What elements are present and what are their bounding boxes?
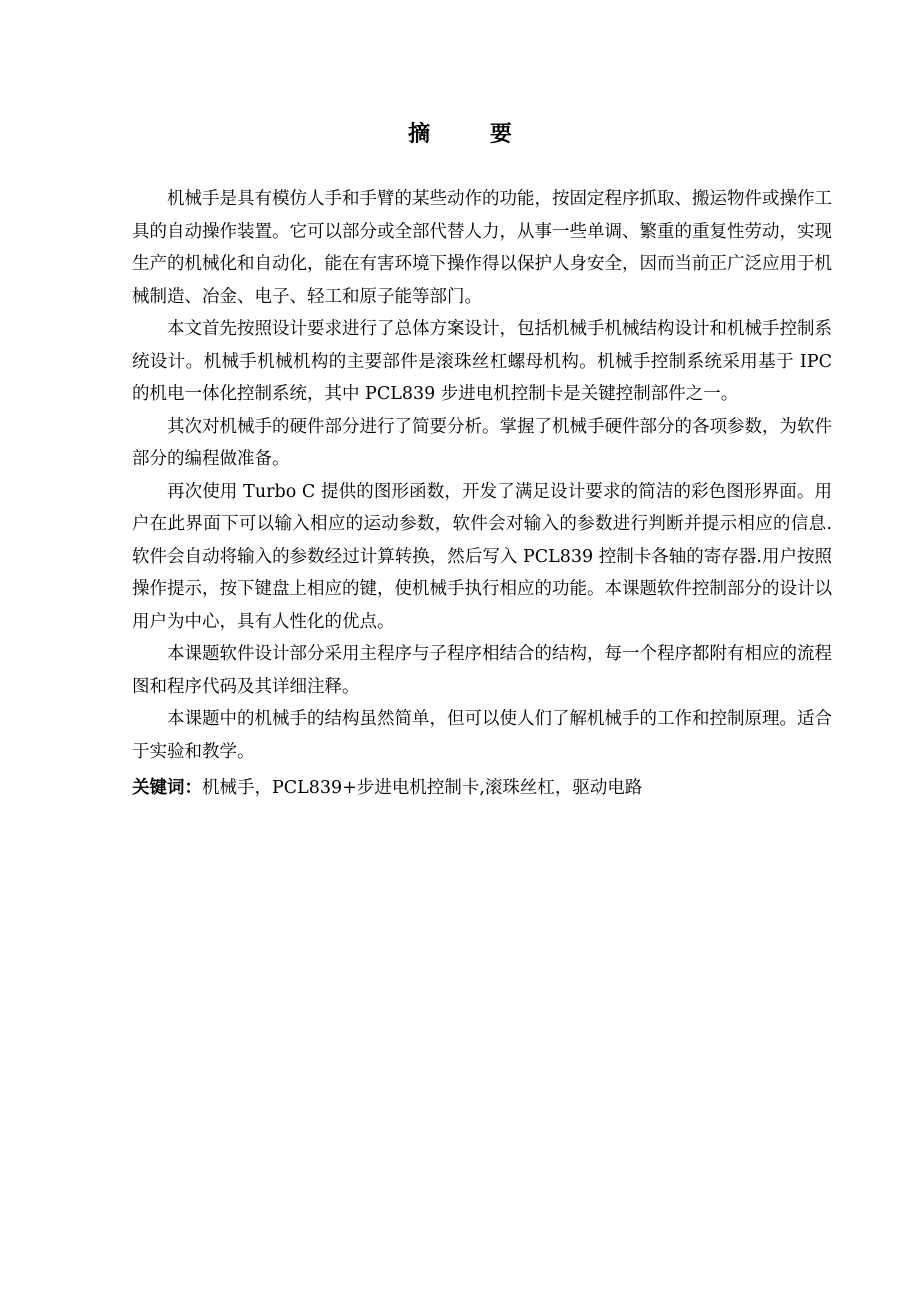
abstract-paragraph-6: 本课题中的机械手的结构虽然简单，但可以使人们了解机械手的工作和控制原理。适合于实验和教学。 [132, 709, 832, 762]
keywords-line [132, 772, 832, 804]
abstract-paragraph-4: 再次使用 Turbo C 提供的图形函数，开发了满足设计要求的简洁的彩色图形界面。用户在此界面下可以输入相应的运动参数，软件会对输入的参数进行判断并提示相应的信息.软件会自动将输入的参数经过计算转换，然后写入 PCL839 控制卡各轴的寄存器.用户按照操作提示，按下键盘上相应的键，使机械手执行相应的功能。本课题软件控制部分的设计以用户为中心，具有人性化的优点。 [132, 481, 832, 632]
abstract-paragraph-3: 其次对机械手的硬件部分进行了简要分析。掌握了机械手硬件部分的各项参数，为软件部分的编程做准备。 [132, 416, 832, 469]
abstract-body [132, 183, 832, 768]
abstract-paragraph-5: 本课题软件设计部分采用主程序与子程序相结合的结构，每一个程序都附有相应的流程图和程序代码及其详细注释。 [132, 644, 832, 697]
keywords-text: 机械手，PCL839+步进电机控制卡,滚珠丝杠，驱动电路 [202, 778, 643, 798]
keywords-label: 关键词： [132, 778, 202, 798]
abstract-paragraph-2: 本文首先按照设计要求进行了总体方案设计，包括机械手机械结构设计和机械手控制系统设计。机械手机械机构的主要部件是滚珠丝杠螺母机构。机械手控制系统采用基于 IPC 的机电一体化控制系统，其中 PCL839 步进电机控制卡是关键控制部件之一。 [132, 319, 832, 404]
abstract-paragraph-1: 机械手是具有模仿人手和手臂的某些动作的功能，按固定程序抓取、搬运物件或操作工具的自动操作装置。它可以部分或全部代替人力，从事一些单调、繁重的重复性劳动，实现生产的机械化和自动化，能在有害环境下操作得以保护人身安全，因而当前正广泛应用于机械制造、冶金、电子、轻工和原子能等部门。 [132, 189, 832, 307]
abstract-title: 摘 要 [408, 121, 538, 147]
